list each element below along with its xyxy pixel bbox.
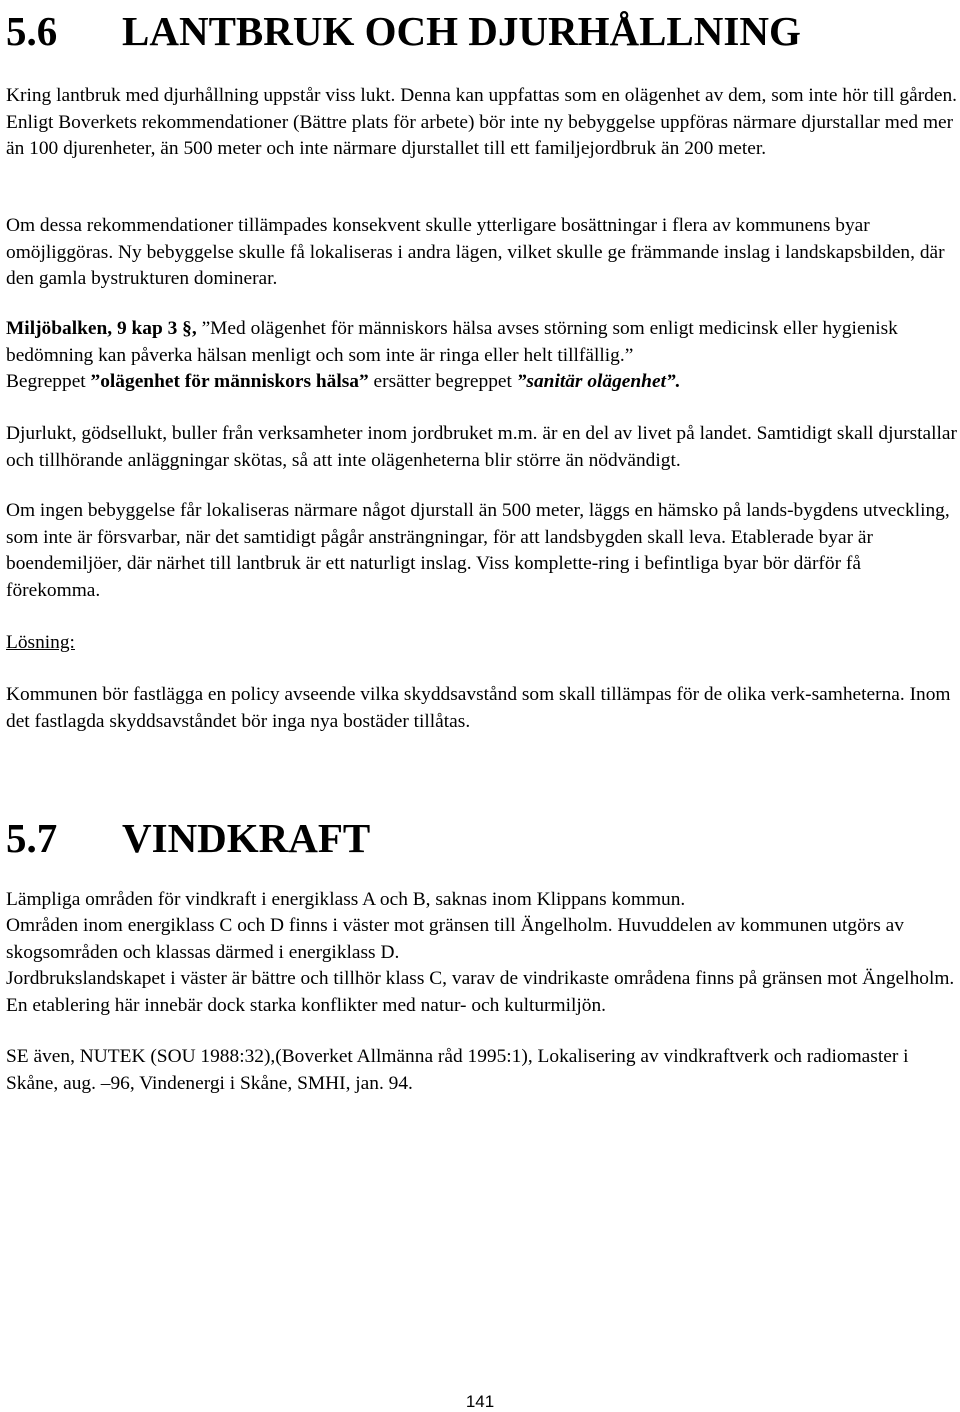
section-heading-5-6: [6, 7, 801, 55]
paragraph-miljobalken: [6, 316, 958, 369]
section-number: 5.6: [6, 8, 58, 54]
paragraph-solution: Kommunen bör fastlägga en policy avseende vilka skyddsavstånd som skall tillämpas för de olika verk-samheterna. Inom det fastlagda skyddsavståndet bör inga nya bostäder tillåtas.: [6, 684, 951, 732]
paragraph-vindkraft-3: Jordbrukslandskapet i väster är bättre och tillhör klass C, varav de vindrikaste områdena finns på gränsen mot Ängelholm. En etablering här innebär dock starka konflikter med natur- och kulturmiljön.: [6, 968, 955, 1016]
law-reference: Miljöbalken, 9 kap 3 §,: [6, 318, 197, 339]
section-title: VINDKRAFT: [122, 815, 371, 861]
law-quote: ”Med olägenhet för människors hälsa avses störning som enligt medicinsk eller hygienisk bedömning kan påverka hälsan menligt och som inte är ringa eller helt tillfällig.”: [6, 318, 898, 366]
paragraph-vindkraft-2: Områden inom energiklass C och D finns i väster mot gränsen till Ängelholm. Huvuddelen av kommunen utgörs av skogsområden och klassas därmed i energiklass D.: [6, 915, 904, 963]
term-sanitar: ”sanitär olägenhet”.: [516, 371, 681, 392]
section-heading-5-7: [6, 814, 370, 862]
ersatter-text: ersätter begreppet: [368, 371, 517, 392]
paragraph-bebyggelse: Om ingen bebyggelse får lokaliseras närmare något djurstall än 500 meter, läggs en hämsko på lands-bygdens utveckling, som inte är försvarbar, när det samtidigt pågår ansträngningar, för att landsbygden skall leva. Etablerade byar är boendemiljöer, där närhet till lantbruk är ett naturligt inslag. Viss komplette-ring i befintliga byar bör därför få förekomma.: [6, 500, 950, 601]
paragraph-begreppet: [6, 369, 958, 396]
term-olagenhet: ”olägenhet för människors hälsa”: [90, 371, 369, 392]
page-number: 141: [465, 1392, 495, 1411]
paragraph-intro: Kring lantbruk med djurhållning uppstår viss lukt. Denna kan uppfattas som en olägenhet av dem, som inte hör till gården. Enligt Boverkets rekommendationer (Bättre plats för arbete) bör inte ny bebyggelse uppföras närmare djurstallar med mer än 100 djurenheter, än 500 meter och inte närmare djurstallet till ett familjejordbruk än 200 meter.: [6, 85, 958, 160]
solution-label: Lösning:: [6, 632, 75, 653]
paragraph-recommendations: Om dessa rekommendationer tillämpades konsekvent skulle ytterligare bosättningar i flera av kommunens byar omöjliggöras. Ny bebyggelse skulle få lokaliseras i andra lägen, vilket skulle ge främmande inslag i landskapsbilden, där den gamla bystrukturen dominerar.: [6, 215, 945, 290]
section-number: 5.7: [6, 815, 58, 861]
section-title: LANTBRUK OCH DJURHÅLLNING: [122, 8, 801, 54]
paragraph-djurlukt: Djurlukt, gödsellukt, buller från verksamheter inom jordbruket m.m. är en del av livet på landet. Samtidigt skall djurstallar och tillhörande anläggningar skötas, så att inte olägenheterna blir större än nödvändigt.: [6, 423, 957, 471]
begreppet-text: Begreppet: [6, 371, 91, 392]
paragraph-vindkraft-1: Lämpliga områden för vindkraft i energiklass A och B, saknas inom Klippans kommun.: [6, 889, 686, 910]
paragraph-references: SE även, NUTEK (SOU 1988:32),(Boverket Allmänna råd 1995:1), Lokalisering av vindkraftverk och radiomaster i Skåne, aug. –96, Vindenergi i Skåne, SMHI, jan. 94.: [6, 1046, 909, 1094]
